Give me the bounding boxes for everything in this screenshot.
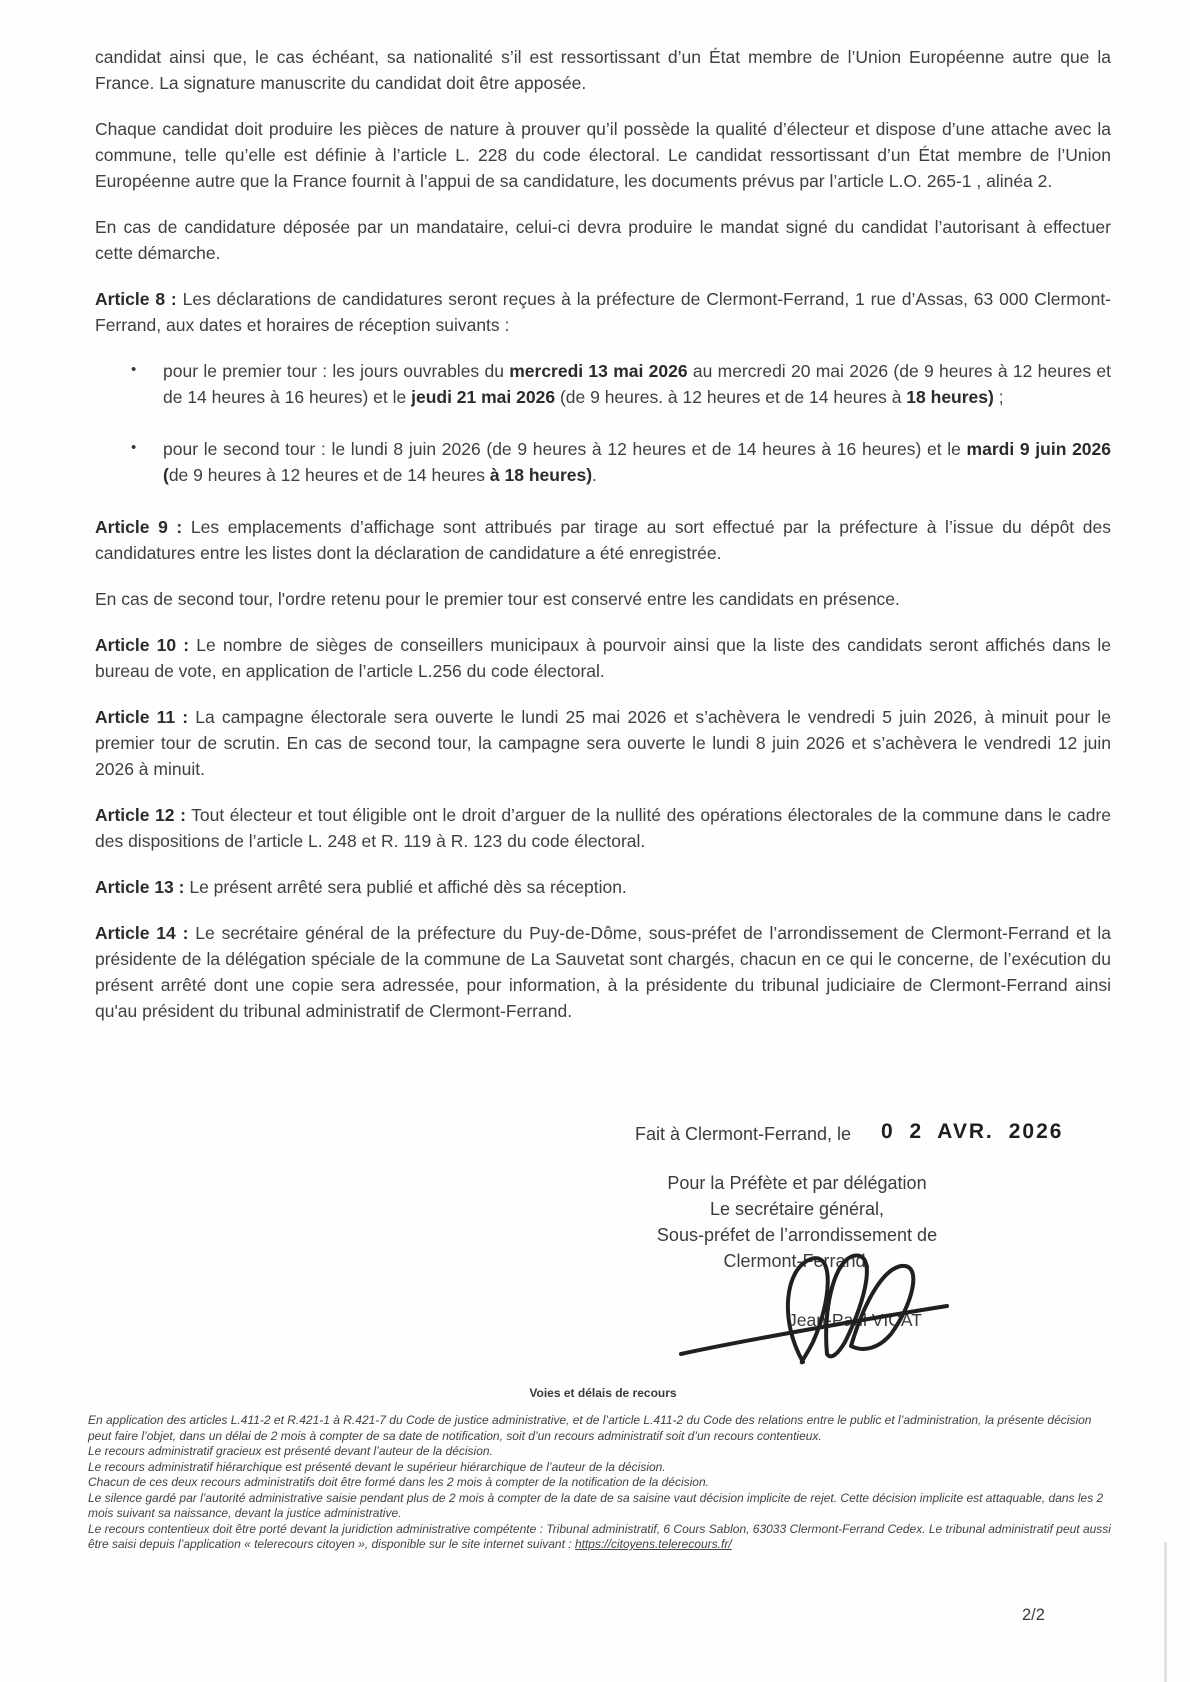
recours-paragraph: Chacun de ces deux recours administratifs doit être formé dans les 2 mois à compter de la notification de la décision. (88, 1475, 709, 1489)
delegation-line: Pour la Préfète et par délégation (667, 1173, 927, 1193)
signatory-name: Jean-Paul VICAT (788, 1310, 922, 1330)
paragraph: Article 13 : Le présent arrêté sera publié et affiché dès sa réception. (95, 877, 627, 897)
paragraph: Article 11 : La campagne électorale sera ouverte le lundi 25 mai 2026 et s’achèvera le vendredi 5 juin 2026, à minuit pour le premier tour de scrutin. En cas de second tour, la campagne sera ouverte le lundi 8 juin 2026 et s’achèvera le vendredi 12 juin 2026 à minuit. (95, 707, 1111, 779)
paragraph: En cas de candidature déposée par un mandataire, celui-ci devra produire le mandat signé du candidat l’autorisant à effectuer cette démarche. (95, 217, 1111, 263)
paragraph: Article 8 : Les déclarations de candidatures seront reçues à la préfecture de Clermont-Ferrand, 1 rue d’Assas, 63 000 Clermont-Ferrand, aux dates et horaires de réception suivants : (95, 289, 1112, 335)
telerecours-link[interactable]: https://citoyens.telerecours.fr/ (574, 1537, 732, 1551)
list-item: • pour le premier tour : les jours ouvrables du mercredi 13 mai 2026 au mercredi 20 mai 2026 (de 9 heures à 12 heures et de 14 heures à 16 heures) et le jeudi 21 mai 2026 (de 9 heures. à 12 heures et de 14 heures à 18 heures) ; (95, 358, 1111, 410)
paragraph: Article 12 : Tout électeur et tout éligible ont le droit d’arguer de la nullité des opérations électorales de la commune dans le cadre des dispositions de l’article L. 248 et R. 119 à R. 123 du code électoral. (95, 805, 1112, 851)
paragraph: Chaque candidat doit produire les pièces de nature à prouver qu’il possède la qualité d’électeur et dispose d’une attache avec la commune, telle qu’elle est définie à l’article L. 228 du code électoral. Le candidat ressortissant d’un État membre de l’Union Européenne autre que la France fournit à l’appui de sa candidature, les documents prévus par l’article L.O. 265-1 , alinéa 2. (95, 119, 1111, 191)
paragraph: Article 10 : Le nombre de sièges de conseillers municipaux à pourvoir ainsi que la liste des candidats seront affichés dans le bureau de vote, en application de l’article L.256 du code électoral. (95, 635, 1111, 681)
recours-paragraph: Le recours administratif gracieux est présenté devant l’auteur de la décision. (88, 1444, 493, 1458)
signature-area (577, 1274, 1017, 1394)
document-body (95, 44, 1111, 1044)
handwritten-signature-icon (675, 1250, 955, 1376)
recours-title: Voies et délais de recours (529, 1386, 677, 1400)
bullet-icon: • (131, 439, 137, 456)
list-item: • pour le second tour : le lundi 8 juin 2026 (de 9 heures à 12 heures et de 14 heures à 16 heures) et le mardi 9 juin 2026 (de 9 heures à 12 heures et de 14 heures à 18 heures). (95, 436, 1111, 488)
recours-section (88, 1386, 1118, 1553)
recours-paragraph: Le recours administratif hiérarchique est présenté devant le supérieur hiérarchique de l’auteur de la décision. (88, 1459, 666, 1474)
delegation-line: Sous-préfet de l’arrondissement de (656, 1225, 938, 1245)
recours-text (88, 1413, 1118, 1553)
recours-paragraph: Le recours contentieux doit être porté devant la juridiction administrative compétente : Tribunal administratif, 6 Cours Sablon, 63033 Clermont-Ferrand Cedex. Le tribunal administratif peut aussi être saisi depuis l’application « telerecours citoyen », disponible sur le site internet suivant : https://citoyens.telerecours.fr/ (88, 1521, 1111, 1551)
bullet-icon: • (131, 361, 137, 378)
scan-artifact-line (1164, 1542, 1167, 1682)
date-label: Fait à Clermont-Ferrand, le (635, 1124, 852, 1144)
page-number: 2/2 (1022, 1606, 1045, 1624)
date-line (635, 1122, 1111, 1146)
paragraph: Article 14 : Le secrétaire général de la préfecture du Puy-de-Dôme, sous-préfet de l’arrondissement de Clermont-Ferrand et la présidente de la délégation spéciale de la commune de La Sauvetat sont chargés, chacun en ce qui le concerne, de l’exécution du présent arrêté dont une copie sera adressée, pour information, à la présidente du tribunal judiciaire de Clermont-Ferrand ainsi qu'au président du tribunal administratif de Clermont-Ferrand. (95, 923, 1111, 1021)
paragraph: En cas de second tour, l'ordre retenu pour le premier tour est conservé entre les candidats en présence. (95, 589, 900, 609)
closing-block (95, 1122, 1111, 1394)
recours-paragraph: Le silence gardé par l’autorité administrative saisie pendant plus de 2 mois à compter de la date de sa saisine vaut décision implicite de rejet. Cette décision implicite est attaquable, dans les 2 mois suivant sa naissance, devant la justice administrative. (88, 1490, 1104, 1520)
date-stamp: 0 2 AVR. 2026 (880, 1120, 1064, 1143)
paragraph: candidat ainsi que, le cas échéant, sa nationalité s’il est ressortissant d’un État membre de l’Union Européenne autre que la France. La signature manuscrite du candidat doit être apposée. (95, 47, 1111, 93)
recours-paragraph: En application des articles L.411-2 et R.421-1 à R.421-7 du Code de justice administrative, et de l’article L.411-2 du Code des relations entre le public et l’administration, la présente décision peut faire l’objet, dans un délai de 2 mois à compter de sa date de notification, soit d’un recours administratif soit d’un recours contentieux. (88, 1413, 1092, 1443)
paragraph: Article 9 : Les emplacements d’affichage sont attribués par tirage au sort effectué par la préfecture à l’issue du dépôt des candidatures entre les listes dont la déclaration de candidature a été enregistrée. (95, 517, 1111, 563)
delegation-line: Clermont-Ferrand, (723, 1251, 871, 1271)
delegation-line: Le secrétaire général, (709, 1199, 885, 1219)
